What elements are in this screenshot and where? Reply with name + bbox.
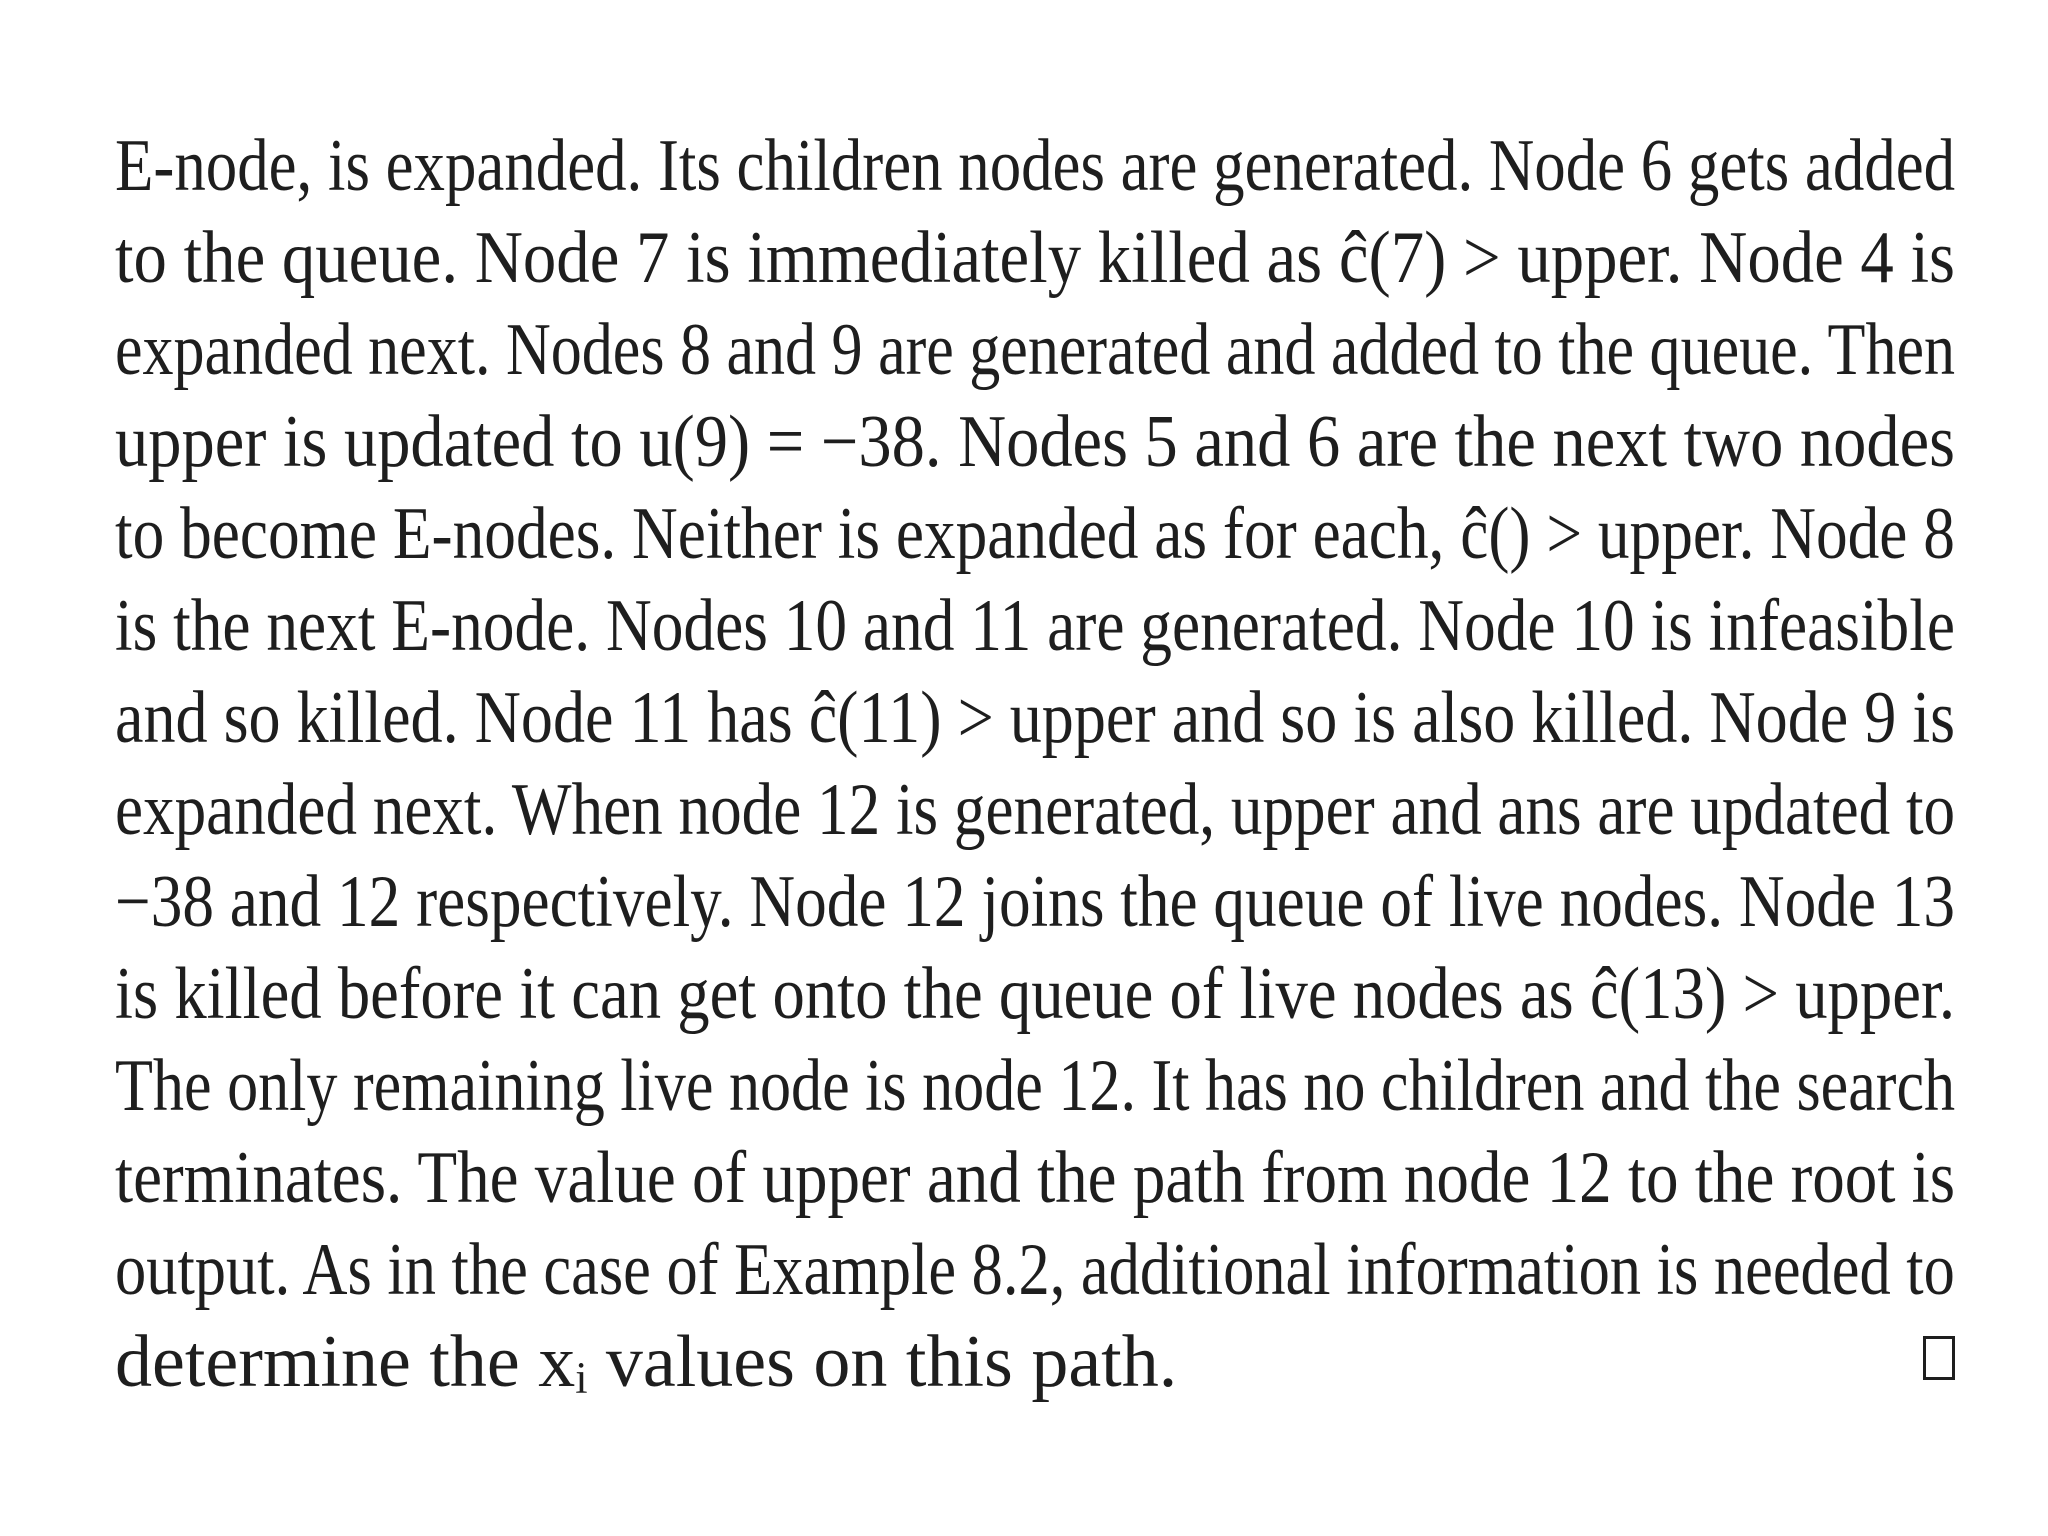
paragraph-line: terminates. The value of upper and the path from node 12 to the root is [115,1137,1956,1219]
qed-box-icon [1923,1336,1955,1380]
paragraph-line: E-node, is expanded. Its children nodes are generated. Node 6 gets added [115,125,1956,207]
paragraph-last-line [115,1316,1955,1408]
paragraph-line: output. As in the case of Example 8.2, additional information is needed to [115,1229,1955,1311]
paragraph-line: and so killed. Node 11 has ĉ(11) > upper and so is also killed. Node 9 is [115,677,1956,759]
paragraph-line: expanded next. When node 12 is generated, upper and ans are updated to [115,769,1956,851]
paragraph-line: −38 and 12 respectively. Node 12 joins the queue of live nodes. Node 13 [115,861,1956,943]
paragraph-line: upper is updated to u(9) = −38. Nodes 5 and 6 are the next two nodes [115,401,1956,483]
paragraph-line: to become E-nodes. Neither is expanded as for each, ĉ() > upper. Node 8 [115,493,1955,575]
paragraph-line: The only remaining live node is node 12. It has no children and the search [115,1045,1956,1127]
paragraph [115,120,1955,1408]
paragraph-line: determine the xᵢ values on this path. [115,1321,1178,1403]
paragraph-line: expanded next. Nodes 8 and 9 are generated and added to the queue. Then [115,309,1956,391]
paragraph-line: is killed before it can get onto the queue of live nodes as ĉ(13) > upper. [115,953,1956,1035]
paragraph-line: is the next E-node. Nodes 10 and 11 are generated. Node 10 is infeasible [115,585,1955,667]
paragraph-line: to the queue. Node 7 is immediately killed as ĉ(7) > upper. Node 4 is [115,217,1956,299]
